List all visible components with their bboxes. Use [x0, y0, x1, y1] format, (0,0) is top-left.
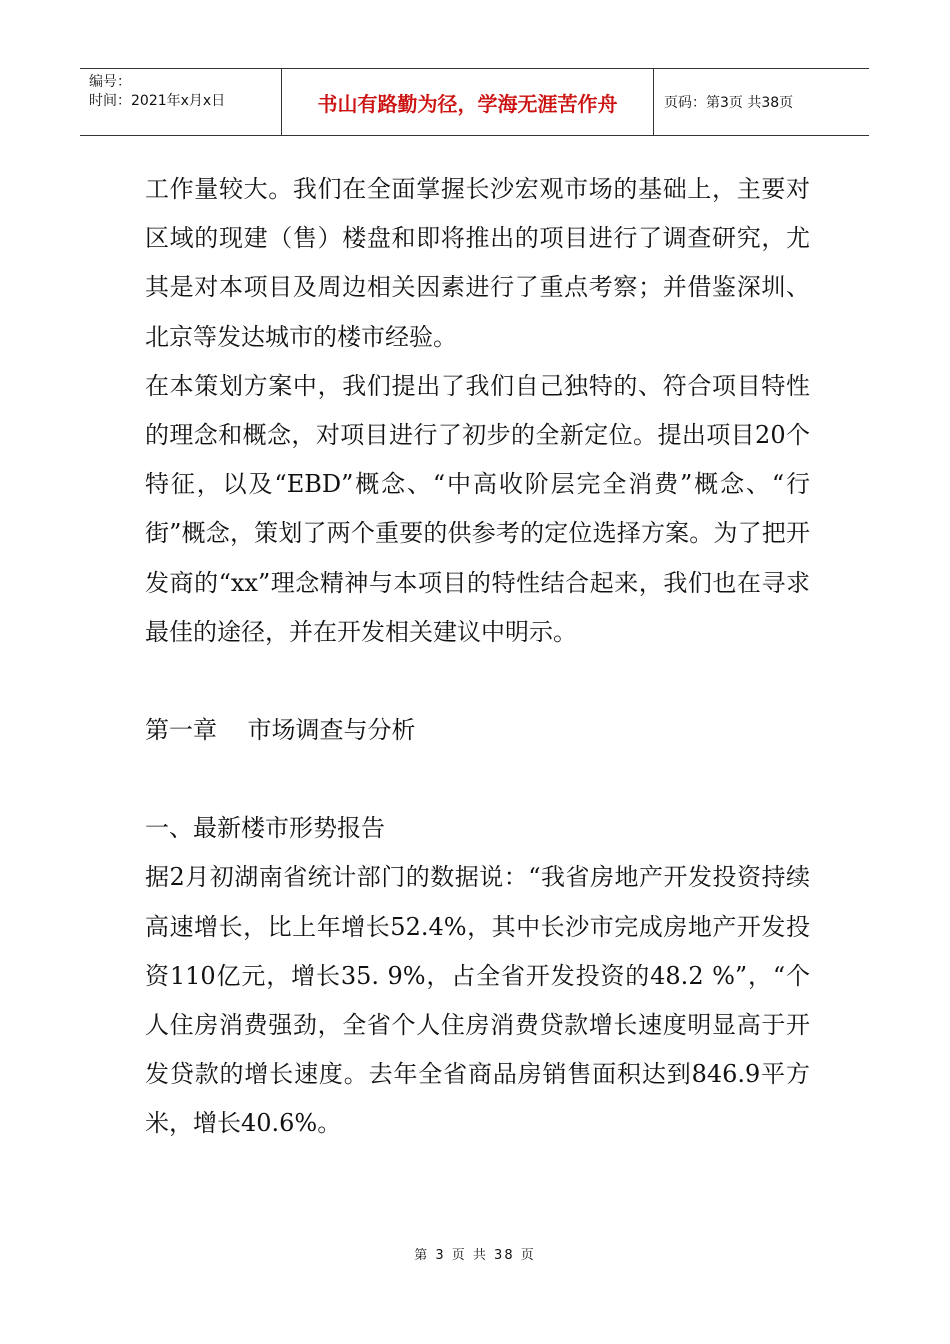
date-label: 时间：2021年x月x日: [89, 93, 226, 109]
page-footer: 第 3 页 共 38 页: [414, 1248, 536, 1263]
chapter-heading: 第一章 市场调查与分析: [145, 716, 416, 745]
section-heading: 一、最新楼市形势报告: [145, 814, 385, 843]
document-body: [145, 165, 810, 1149]
number-label: 编号：: [89, 74, 131, 90]
spacer: [145, 755, 810, 804]
header-page-info: 页码：第3页 共38页: [664, 95, 794, 111]
paragraph-1: 工作量较大。我们在全面掌握长沙宏观市场的基础上，主要对区域的现建（售）楼盘和即将推出的项目进行了调查研究，尤其是对本项目及周边相关因素进行了重点考察；并借鉴深圳、北京等发达城市的楼市经验。: [145, 175, 810, 351]
paragraph-3: 据2月初湖南省统计部门的数据说：“我省房地产开发投资持续高速增长，比上年增长52.4%，其中长沙市完成房地产开发投资110亿元，增长35. 9%，占全省开发投资的48.2 %”，“个人住房消费强劲，全省个人住房消费贷款增长速度明显高于开发贷款的增长速度。去年全省商品房销售面积达到846.9平方米，增长40.6%。: [145, 863, 810, 1138]
header-meta: [80, 69, 282, 135]
header-motto: 书山有路勤为径，学海无涯苦作舟: [282, 69, 654, 135]
spacer: [145, 657, 810, 706]
paragraph-2: 在本策划方案中，我们提出了我们自己独特的、符合项目特性的理念和概念，对项目进行了初步的全新定位。提出项目20个特征，以及“EBD”概念、“中高收阶层完全消费”概念、“行街”概念，策划了两个重要的供参考的定位选择方案。为了把开发商的“xx”理念精神与本项目的特性结合起来，我们也在寻求最佳的途径，并在开发相关建议中明示。: [145, 371, 810, 646]
page-header: [80, 68, 869, 136]
